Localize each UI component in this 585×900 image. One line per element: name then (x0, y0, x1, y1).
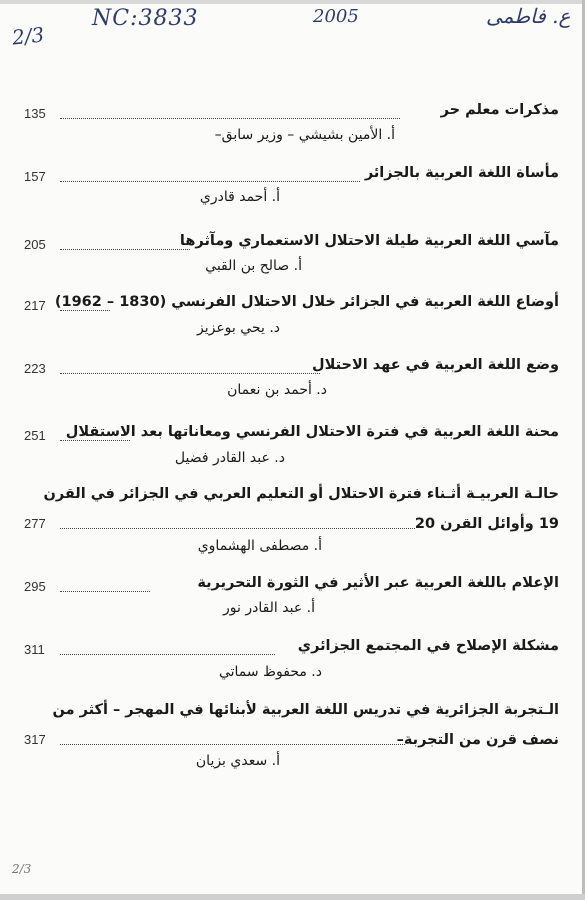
entry-author: د. يحي بوعزيز (196, 320, 280, 336)
handwritten-bottom-mark: 2/3 (12, 862, 32, 876)
entry-author: د. أحمد بن نعمان (227, 382, 327, 398)
entry-title: محنة اللغة العربية في فترة الاحتلال الفرنسي ومعاناتها بعد الاستقلال (65, 424, 559, 440)
entry-title: الإعلام باللغة العربية عبر الأثير في الثورة التحريرية (197, 575, 559, 591)
entry-title: وضع اللغة العربية في عهد الاحتلال (311, 357, 559, 373)
dot-leader (60, 591, 150, 592)
entry-title: مأساة اللغة العربية بالجزائر (364, 165, 559, 181)
scan-edge-bottom (0, 894, 585, 900)
entry-author: أ. مصطفى الهشماوي (197, 538, 322, 554)
entry-title: أوضاع اللغة العربية في الجزائر خلال الاحتلال الفرنسي (1830 – 1962) (54, 294, 559, 310)
entry-title: حالـة العربيـة أثـناء فترة الاحتلال أو التعليم العربي في الجزائر في القرن 19 وأوائل القرن 20 (43, 486, 559, 532)
handwritten-initials: ع. فاطمى (486, 4, 571, 28)
dot-leader (60, 654, 275, 655)
entry-author: د. عبد القادر فضيل (174, 450, 285, 466)
page-number: 157 (24, 169, 46, 184)
handwritten-year: 2005 (313, 6, 359, 27)
entry-title: مشكلة الإصلاح في المجتمع الجزائري (297, 638, 559, 654)
dot-leader (60, 118, 400, 119)
dot-leader (60, 181, 360, 182)
entry-title: مذكرات معلم حر (440, 102, 559, 118)
entry-author: د. محفوظ سماتي (218, 664, 322, 680)
dot-leader (60, 310, 110, 311)
page-number: 205 (24, 237, 46, 252)
page-number: 317 (24, 732, 46, 747)
entry-title: الـتجربة الجزائرية في تدريس اللغة العربية لأبنائها في المهجر – أكثر من نصف قرن من التجربة– (52, 702, 559, 748)
entry-author: أ. الأمين بشيشي – وزير سابق– (214, 127, 395, 143)
entry-author: أ. صالح بن القبي (205, 258, 302, 274)
page-number: 277 (24, 516, 46, 531)
handwritten-fraction: 2/3 (10, 22, 46, 50)
page-number: 223 (24, 361, 46, 376)
page-number: 217 (24, 298, 46, 313)
page-number: 135 (24, 106, 46, 121)
entry-author: أ. سعدي بزيان (195, 753, 280, 769)
dot-leader (60, 440, 130, 441)
dot-leader (60, 249, 190, 250)
entry-author: أ. أحمد قادري (199, 189, 280, 205)
page-number: 311 (24, 642, 45, 657)
page-number: 251 (24, 428, 46, 443)
handwritten-catalog-number: NC:3833 (92, 6, 199, 31)
dot-leader (60, 373, 320, 374)
page-number: 295 (24, 579, 46, 594)
entry-author: أ. عبد القادر نور (222, 600, 315, 616)
entry-title: مآسي اللغة العربية طيلة الاحتلال الاستعماري ومآثرها (179, 233, 559, 249)
